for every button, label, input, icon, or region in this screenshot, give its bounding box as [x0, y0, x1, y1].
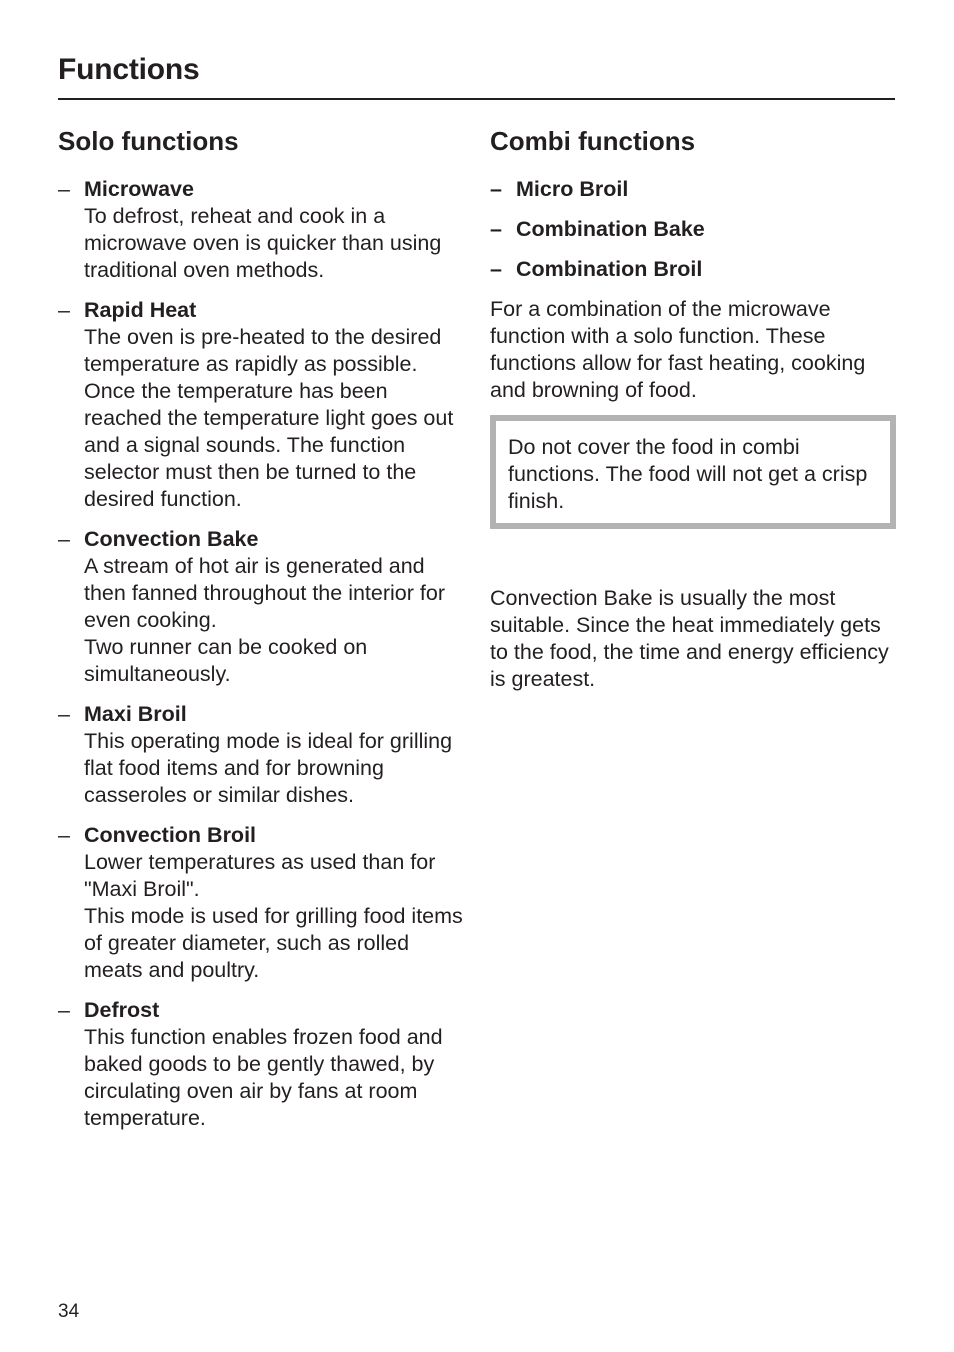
item-description-extra: Two runner can be cooked on simultaneously.	[84, 635, 368, 686]
item-title: Micro Broil	[516, 177, 629, 201]
item-title: Defrost	[84, 998, 160, 1022]
solo-item-defrost	[58, 997, 468, 1132]
combi-functions-heading: Combi functions	[490, 126, 696, 156]
item-title: Convection Broil	[84, 823, 257, 847]
dash-bullet: –	[58, 298, 70, 322]
dash-bullet: –	[58, 998, 70, 1022]
dash-bullet: –	[58, 177, 70, 201]
closing-paragraph: Convection Bake is usually the most suitable. Since the heat immediately gets to the food, the time and energy efficiency is greatest.	[490, 586, 889, 691]
dash-bullet: –	[58, 702, 70, 726]
page-title: Functions	[58, 53, 200, 86]
solo-item-convection-bake	[58, 526, 468, 688]
item-title: Rapid Heat	[84, 298, 197, 322]
solo-functions-list	[58, 176, 468, 1132]
combi-functions-column	[490, 124, 896, 693]
solo-item-microwave	[58, 176, 468, 284]
item-title: Maxi Broil	[84, 702, 187, 726]
page-number: 34	[58, 1301, 80, 1322]
combi-item-micro-broil	[490, 176, 896, 203]
combi-item-combination-bake	[490, 216, 896, 243]
solo-item-maxi-broil	[58, 701, 468, 809]
combi-intro-paragraph: For a combination of the microwave function with a solo function. These functions allow for fast heating, cooking and browning of food.	[490, 297, 866, 402]
dash-bullet: –	[490, 217, 502, 241]
combi-functions-list	[490, 176, 896, 283]
note-box	[490, 415, 896, 529]
item-title: Microwave	[84, 177, 194, 201]
dash-bullet: –	[490, 257, 502, 281]
item-description: A stream of hot air is generated and then fanned throughout the interior for even cooking.	[84, 554, 445, 632]
item-title: Convection Bake	[84, 527, 259, 551]
dash-bullet: –	[490, 177, 502, 201]
note-text: Do not cover the food in combi functions. The food will not get a crisp finish.	[508, 435, 868, 513]
item-description: To defrost, reheat and cook in a microwave oven is quicker than using traditional oven methods.	[84, 204, 442, 282]
combi-item-combination-broil	[490, 256, 896, 283]
dash-bullet: –	[58, 823, 70, 847]
item-description: This function enables frozen food and baked goods to be gently thawed, by circulating oven air by fans at room temperature.	[84, 1025, 443, 1130]
item-title: Combination Bake	[516, 217, 705, 241]
item-title: Combination Broil	[516, 257, 703, 281]
solo-functions-column	[58, 124, 468, 1145]
solo-item-convection-broil	[58, 822, 468, 984]
item-description-extra: This mode is used for grilling food items of greater diameter, such as rolled meats and poultry.	[84, 904, 463, 982]
title-divider	[58, 98, 895, 100]
solo-item-rapid-heat	[58, 297, 468, 513]
item-description: The oven is pre-heated to the desired temperature as rapidly as possible. Once the temperature has been reached the temperature light goes out and a signal sounds. The function selector must then be turned to the desired function.	[84, 325, 454, 511]
item-description: This operating mode is ideal for grilling flat food items and for browning casseroles or similar dishes.	[84, 729, 453, 807]
item-description: Lower temperatures as used than for "Maxi Broil".	[84, 850, 436, 901]
dash-bullet: –	[58, 527, 70, 551]
solo-functions-heading: Solo functions	[58, 126, 239, 156]
